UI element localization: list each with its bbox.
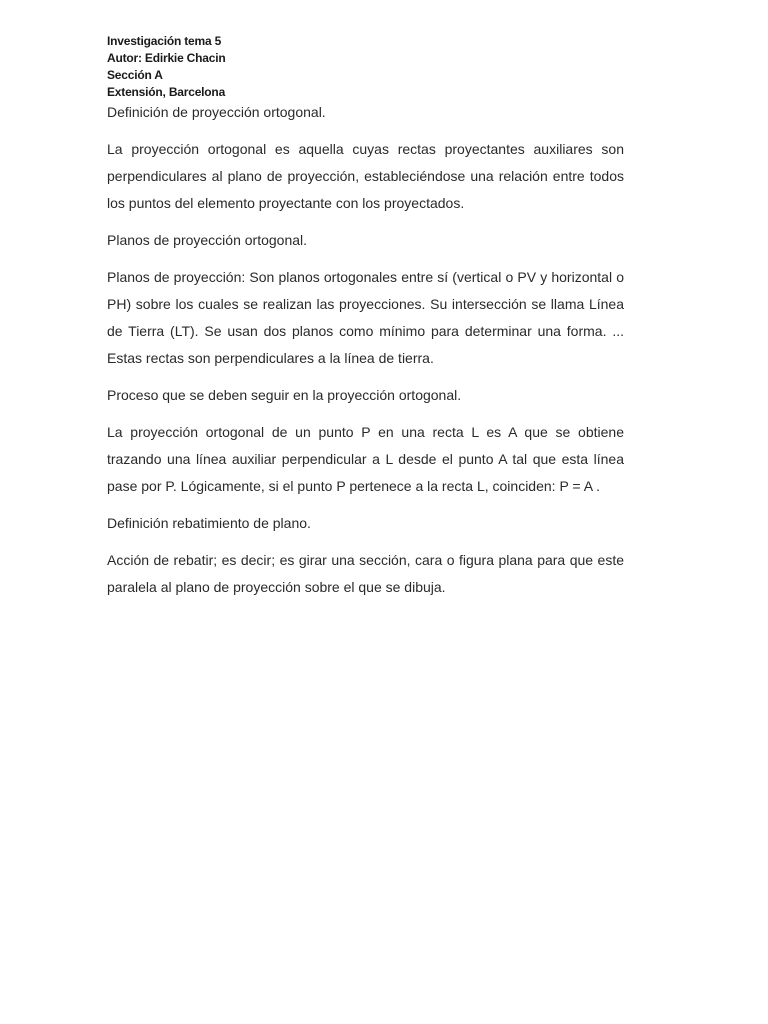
document-body xyxy=(107,99,624,601)
section-heading: Planos de proyección ortogonal. xyxy=(107,232,308,248)
document-page xyxy=(107,33,624,611)
header-author: Autor: Edirkie Chacin xyxy=(107,51,226,65)
section-paragraph: La proyección ortogonal de un punto P en una recta L es A que se obtiene trazando una línea auxiliar perpendicular a L desde el punto A tal que esta línea pase por P. Lógicamente, si el punto P pertenece a la recta L, coinciden: P = A . xyxy=(107,424,624,494)
section-heading: Definición rebatimiento de plano. xyxy=(107,515,311,531)
section-heading: Proceso que se deben seguir en la proyección ortogonal. xyxy=(107,387,462,403)
section-paragraph: La proyección ortogonal es aquella cuyas rectas proyectantes auxiliares son perpendiculares al plano de proyección, estableciéndose una relación entre todos los puntos del elemento proyectante con los proyectados. xyxy=(107,141,624,211)
section-paragraph: Acción de rebatir; es decir; es girar una sección, cara o figura plana para que este paralela al plano de proyección sobre el que se dibuja. xyxy=(107,552,624,595)
header-section: Sección A xyxy=(107,68,163,82)
header-location: Extensión, Barcelona xyxy=(107,85,226,99)
header-title: Investigación tema 5 xyxy=(107,34,222,48)
section-heading: Definición de proyección ortogonal. xyxy=(107,104,326,120)
section-paragraph: Planos de proyección: Son planos ortogonales entre sí (vertical o PV y horizontal o PH) sobre los cuales se realizan las proyecciones. Su intersección se llama Línea de Tierra (LT). Se usan dos planos como mínimo para determinar una forma. ... Estas rectas son perpendiculares a la línea de tierra. xyxy=(107,269,624,366)
document-header xyxy=(107,33,624,101)
